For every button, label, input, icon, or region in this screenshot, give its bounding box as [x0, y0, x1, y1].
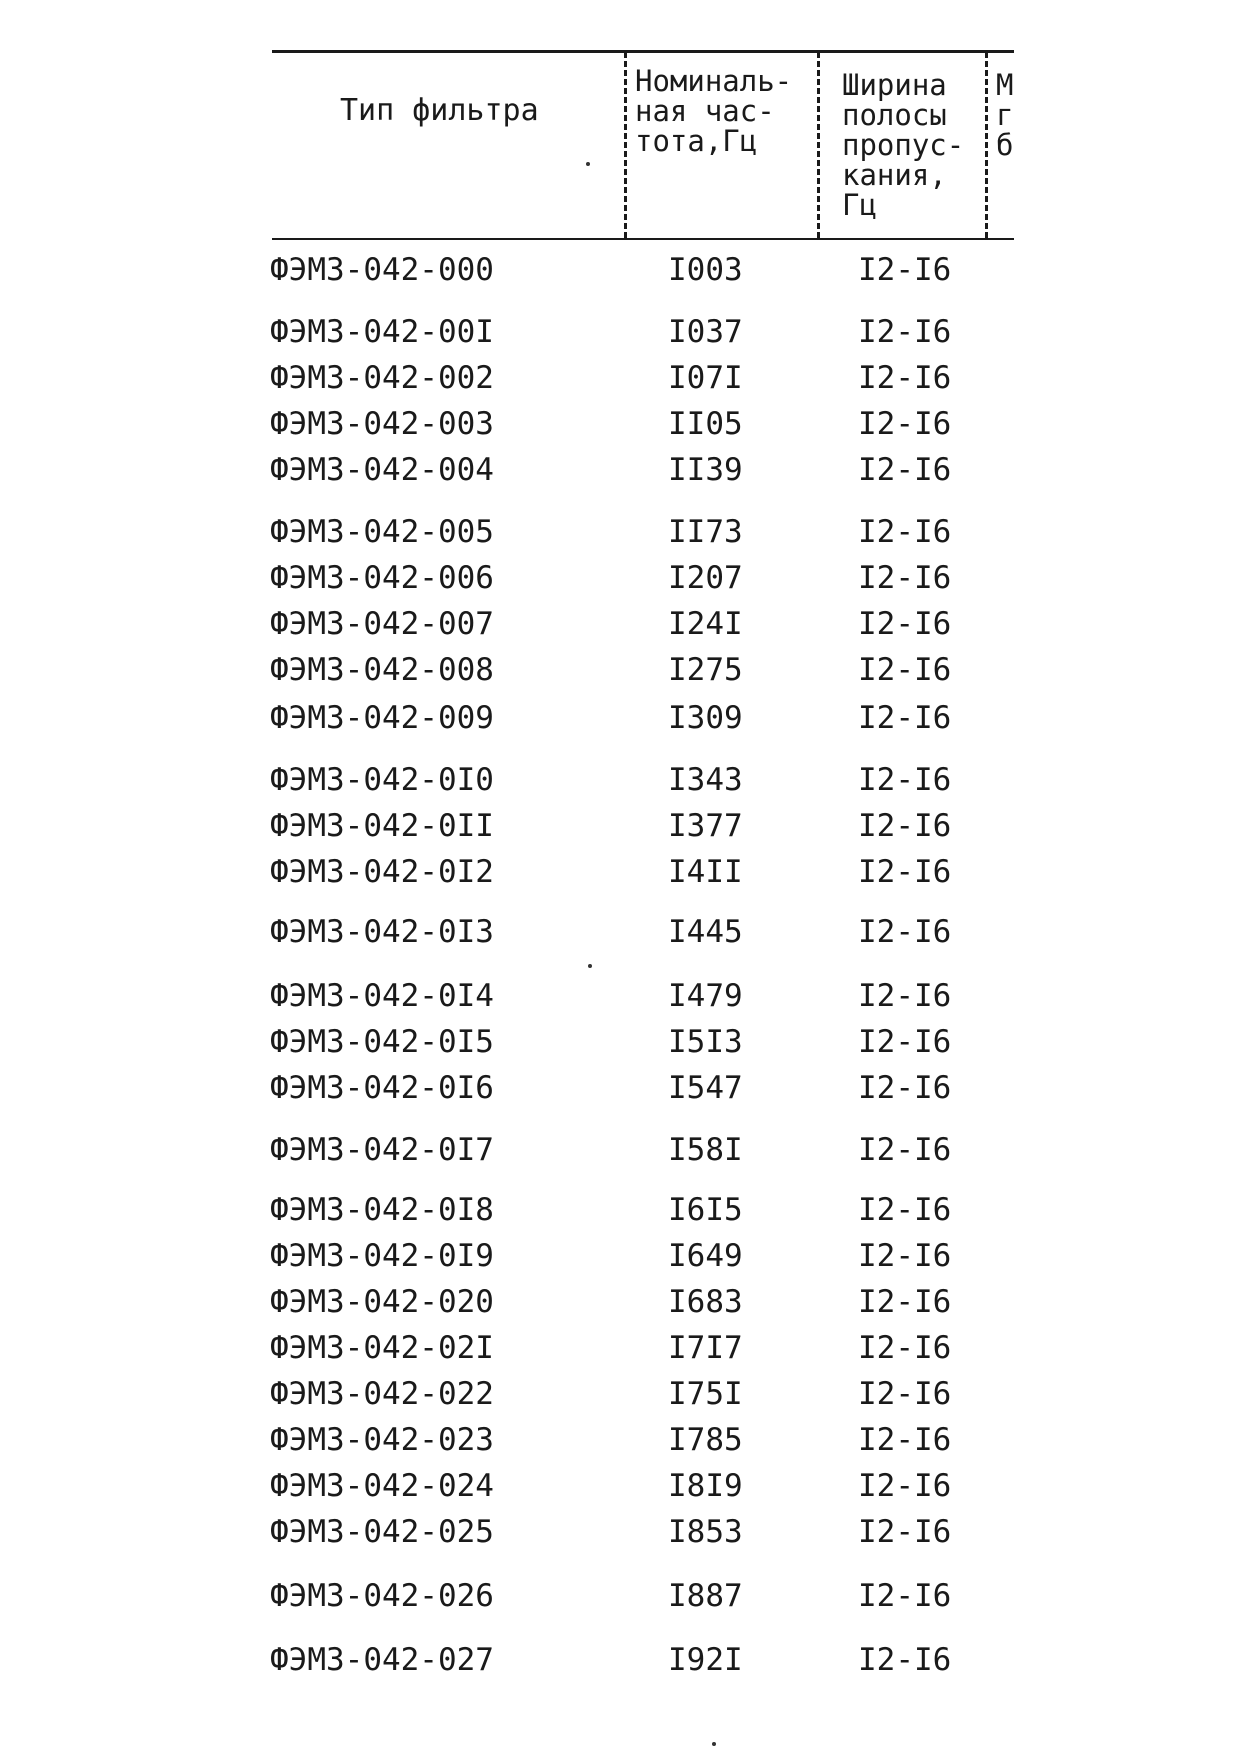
table-row [0, 1328, 1240, 1368]
cell-nominal-frequency: I8I9 [668, 1468, 743, 1504]
table-row [0, 976, 1240, 1016]
cell-filter-type: ФЭМЗ-042-002 [270, 360, 494, 396]
cell-bandwidth: I2-I6 [858, 1514, 952, 1550]
cell-bandwidth: I2-I6 [858, 560, 952, 596]
cell-filter-type: ФЭМЗ-042-023 [270, 1422, 494, 1458]
table-row [0, 1420, 1240, 1460]
cell-filter-type: ФЭМЗ-042-008 [270, 652, 494, 688]
cell-filter-type: ФЭМЗ-042-0I6 [270, 1070, 494, 1106]
table-row [0, 1512, 1240, 1552]
cell-bandwidth: I2-I6 [858, 700, 952, 736]
cell-bandwidth: I2-I6 [858, 1330, 952, 1366]
cell-nominal-frequency: II05 [668, 406, 743, 442]
cell-filter-type: ФЭМЗ-042-0I0 [270, 762, 494, 798]
cell-bandwidth: I2-I6 [858, 1070, 952, 1106]
cell-filter-type: ФЭМЗ-042-0II [270, 808, 494, 844]
cell-bandwidth: I2-I6 [858, 978, 952, 1014]
table-row [0, 1068, 1240, 1108]
table-row [0, 1130, 1240, 1170]
cell-bandwidth: I2-I6 [858, 314, 952, 350]
cell-nominal-frequency: I003 [668, 252, 743, 288]
cell-nominal-frequency: I649 [668, 1238, 743, 1274]
cell-bandwidth: I2-I6 [858, 1024, 952, 1060]
cell-filter-type: ФЭМЗ-042-0I8 [270, 1192, 494, 1228]
cell-nominal-frequency: I58I [668, 1132, 743, 1168]
cell-nominal-frequency: II73 [668, 514, 743, 550]
table-row [0, 604, 1240, 644]
cell-filter-type: ФЭМЗ-042-027 [270, 1642, 494, 1678]
cell-filter-type: ФЭМЗ-042-02I [270, 1330, 494, 1366]
cell-nominal-frequency: I07I [668, 360, 743, 396]
cell-filter-type: ФЭМЗ-042-026 [270, 1578, 494, 1614]
cell-filter-type: ФЭМЗ-042-00I [270, 314, 494, 350]
cell-nominal-frequency: II39 [668, 452, 743, 488]
cell-filter-type: ФЭМЗ-042-0I4 [270, 978, 494, 1014]
header-bandwidth: Ширина полосы пропус- кания, Гц [842, 68, 965, 222]
cell-nominal-frequency: I92I [668, 1642, 743, 1678]
cell-bandwidth: I2-I6 [858, 762, 952, 798]
cell-bandwidth: I2-I6 [858, 514, 952, 550]
cell-nominal-frequency: I377 [668, 808, 743, 844]
cell-filter-type: ФЭМЗ-042-005 [270, 514, 494, 550]
cell-filter-type: ФЭМЗ-042-000 [270, 252, 494, 288]
column-divider-2 [817, 52, 820, 238]
table-row [0, 1640, 1240, 1680]
cell-bandwidth: I2-I6 [858, 606, 952, 642]
table-row [0, 358, 1240, 398]
cell-bandwidth: I2-I6 [858, 652, 952, 688]
cell-nominal-frequency: I4II [668, 854, 743, 890]
table-row [0, 250, 1240, 290]
cell-filter-type: ФЭМЗ-042-004 [270, 452, 494, 488]
cell-bandwidth: I2-I6 [858, 452, 952, 488]
cell-nominal-frequency: I309 [668, 700, 743, 736]
table-row [0, 1190, 1240, 1230]
cell-nominal-frequency: I445 [668, 914, 743, 950]
cell-bandwidth: I2-I6 [858, 360, 952, 396]
header-filter-type: Тип фильтра [340, 93, 539, 128]
cell-nominal-frequency: I037 [668, 314, 743, 350]
cell-filter-type: ФЭМЗ-042-020 [270, 1284, 494, 1320]
cell-bandwidth: I2-I6 [858, 1132, 952, 1168]
cell-nominal-frequency: I275 [668, 652, 743, 688]
cell-nominal-frequency: I5I3 [668, 1024, 743, 1060]
header-nominal-frequency: Номиналь- ная час- тота,Гц [635, 64, 793, 158]
cell-filter-type: ФЭМЗ-042-0I3 [270, 914, 494, 950]
cell-bandwidth: I2-I6 [858, 914, 952, 950]
table-row [0, 1466, 1240, 1506]
table-row [0, 1282, 1240, 1322]
column-divider-1 [624, 52, 627, 238]
cell-nominal-frequency: I785 [668, 1422, 743, 1458]
table-row [0, 1022, 1240, 1062]
cell-nominal-frequency: I7I7 [668, 1330, 743, 1366]
table-row [0, 912, 1240, 952]
cell-nominal-frequency: I207 [668, 560, 743, 596]
table-top-rule [272, 50, 1014, 53]
cell-filter-type: ФЭМЗ-042-024 [270, 1468, 494, 1504]
cell-bandwidth: I2-I6 [858, 1376, 952, 1412]
cell-filter-type: ФЭМЗ-042-007 [270, 606, 494, 642]
scan-speck [588, 964, 592, 968]
cell-bandwidth: I2-I6 [858, 808, 952, 844]
cell-bandwidth: I2-I6 [858, 1284, 952, 1320]
cell-bandwidth: I2-I6 [858, 252, 952, 288]
table-row [0, 404, 1240, 444]
cell-bandwidth: I2-I6 [858, 1468, 952, 1504]
scan-speck [586, 162, 590, 166]
cell-nominal-frequency: I683 [668, 1284, 743, 1320]
cell-nominal-frequency: I853 [668, 1514, 743, 1550]
table-row [0, 312, 1240, 352]
table-row [0, 512, 1240, 552]
header-cut-off-column: М г б [996, 70, 1014, 160]
cell-bandwidth: I2-I6 [858, 1578, 952, 1614]
scan-speck [712, 1742, 716, 1746]
cell-nominal-frequency: I24I [668, 606, 743, 642]
cell-filter-type: ФЭМЗ-042-006 [270, 560, 494, 596]
table-row [0, 558, 1240, 598]
cell-bandwidth: I2-I6 [858, 1238, 952, 1274]
cell-filter-type: ФЭМЗ-042-0I5 [270, 1024, 494, 1060]
cell-nominal-frequency: I887 [668, 1578, 743, 1614]
cell-filter-type: ФЭМЗ-042-022 [270, 1376, 494, 1412]
column-divider-3 [985, 52, 988, 238]
table-row [0, 1374, 1240, 1414]
cell-filter-type: ФЭМЗ-042-009 [270, 700, 494, 736]
cell-bandwidth: I2-I6 [858, 854, 952, 890]
table-row [0, 1576, 1240, 1616]
cell-filter-type: ФЭМЗ-042-0I7 [270, 1132, 494, 1168]
table-row [0, 650, 1240, 690]
cell-filter-type: ФЭМЗ-042-0I2 [270, 854, 494, 890]
cell-filter-type: ФЭМЗ-042-003 [270, 406, 494, 442]
cell-nominal-frequency: I479 [668, 978, 743, 1014]
cell-bandwidth: I2-I6 [858, 1642, 952, 1678]
cell-bandwidth: I2-I6 [858, 1192, 952, 1228]
cell-filter-type: ФЭМЗ-042-025 [270, 1514, 494, 1550]
cell-bandwidth: I2-I6 [858, 406, 952, 442]
table-row [0, 1236, 1240, 1276]
cell-nominal-frequency: I343 [668, 762, 743, 798]
cell-filter-type: ФЭМЗ-042-0I9 [270, 1238, 494, 1274]
table-row [0, 806, 1240, 846]
cell-nominal-frequency: I6I5 [668, 1192, 743, 1228]
cell-bandwidth: I2-I6 [858, 1422, 952, 1458]
table-row [0, 760, 1240, 800]
header-bottom-rule [272, 238, 1014, 240]
cell-nominal-frequency: I75I [668, 1376, 743, 1412]
table-row [0, 852, 1240, 892]
cell-nominal-frequency: I547 [668, 1070, 743, 1106]
table-row [0, 450, 1240, 490]
table-row [0, 698, 1240, 738]
